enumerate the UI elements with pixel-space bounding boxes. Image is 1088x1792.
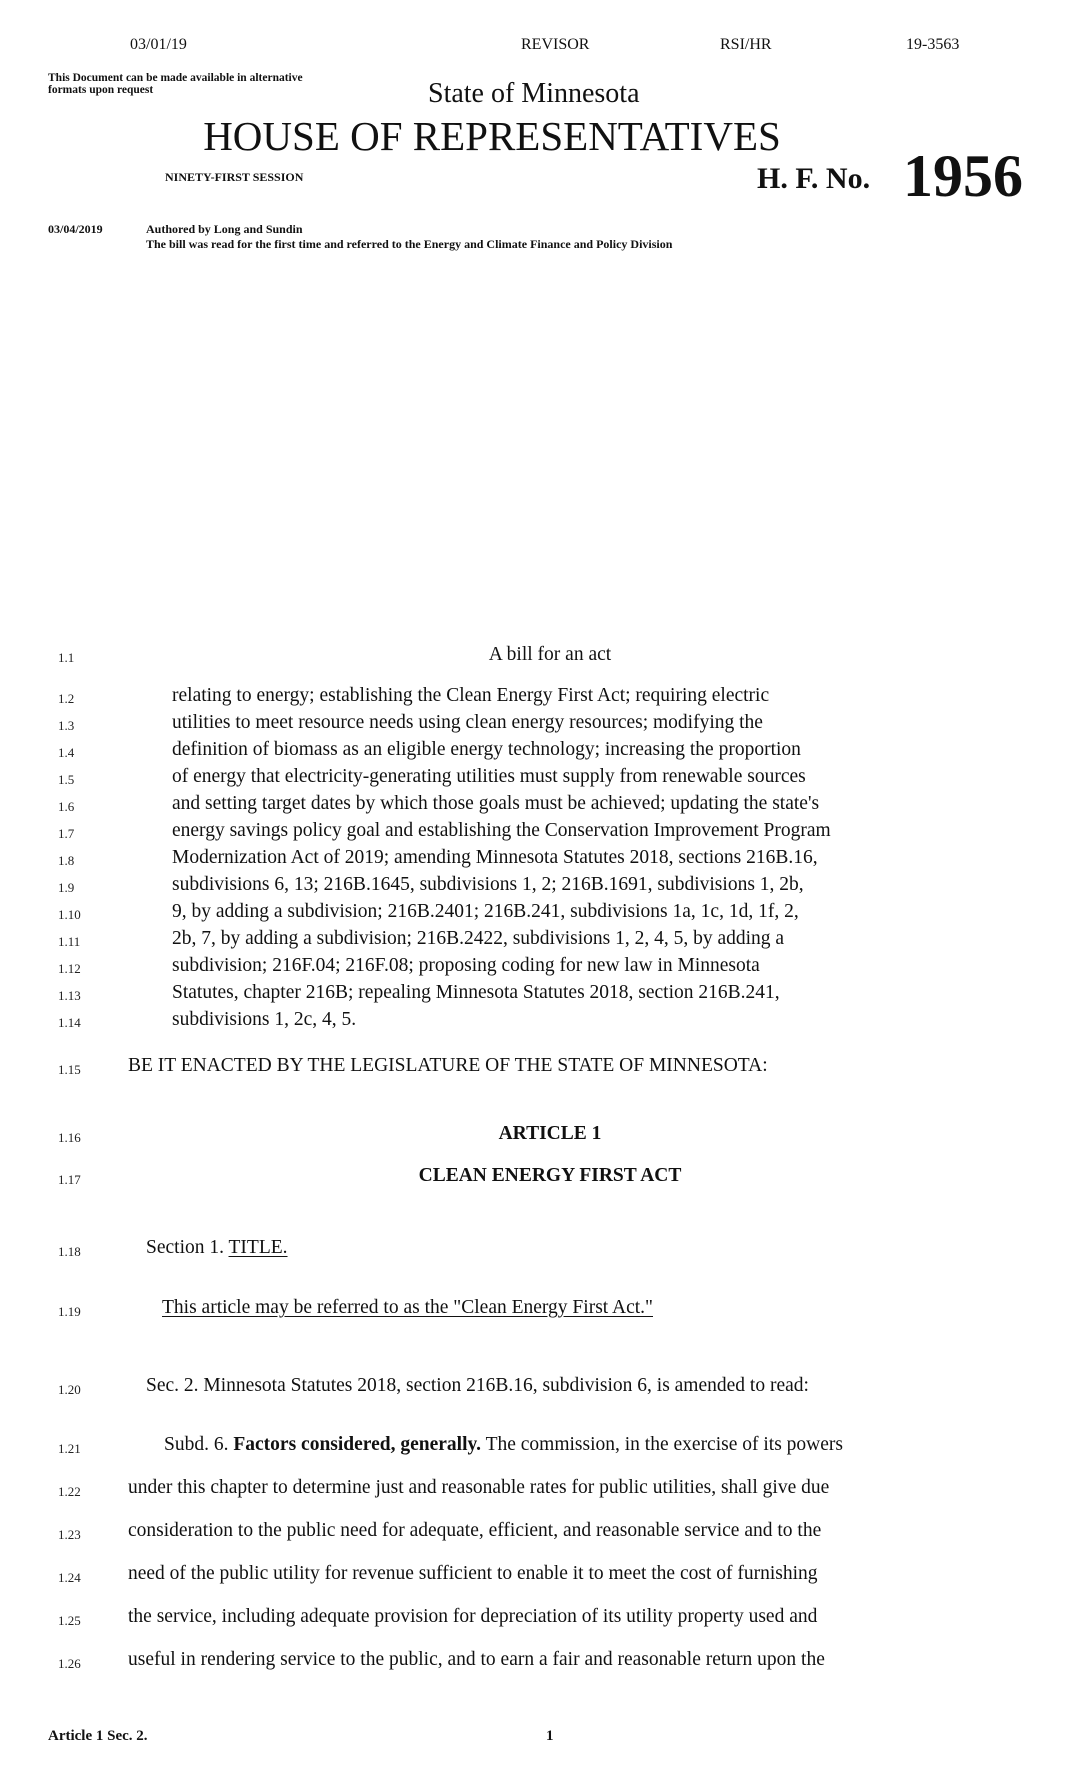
bill-number: 1956 bbox=[903, 143, 1023, 209]
line-number: 1.3 bbox=[58, 718, 75, 733]
accessibility-notice: This Document can be made available in alternative formats upon request bbox=[48, 72, 303, 96]
title-line: 2b, 7, by adding a subdivision; 216B.2422, subdivisions 1, 2, 4, 5, by adding a bbox=[172, 928, 785, 949]
line-number: 1.20 bbox=[58, 1382, 81, 1397]
line-number: 1.10 bbox=[58, 907, 81, 922]
section-number: Section 1. bbox=[146, 1237, 229, 1258]
line-number: 1.8 bbox=[58, 853, 75, 868]
line-number: 1.23 bbox=[58, 1527, 81, 1542]
subdivision-number: Subd. 6. bbox=[164, 1434, 234, 1455]
body-line: useful in rendering service to the public, and to earn a fair and reasonable return upon the bbox=[128, 1649, 825, 1670]
subdivision-text: The commission, in the exercise of its powers bbox=[481, 1434, 843, 1455]
line-number: 1.21 bbox=[58, 1441, 81, 1456]
line-number: 1.6 bbox=[58, 799, 75, 814]
bill-caption: A bill for an act bbox=[488, 644, 612, 665]
header-date: 03/01/19 bbox=[130, 36, 187, 53]
line-number: 1.14 bbox=[58, 1015, 81, 1030]
body-line: under this chapter to determine just and reasonable rates for public utilities, shall give due bbox=[128, 1477, 830, 1498]
line-number: 1.7 bbox=[58, 826, 75, 841]
body-line: need of the public utility for revenue sufficient to enable it to meet the cost of furnishing bbox=[128, 1563, 818, 1584]
introduction-date: 03/04/2019 bbox=[48, 222, 103, 236]
section-amendment-heading: Sec. 2. Minnesota Statutes 2018, section 216B.16, subdivision 6, is amended to read: bbox=[146, 1375, 809, 1396]
article-heading: ARTICLE 1 bbox=[498, 1123, 602, 1144]
line-number: 1.13 bbox=[58, 988, 81, 1003]
line-number: 1.22 bbox=[58, 1484, 81, 1499]
line-number: 1.9 bbox=[58, 880, 75, 895]
title-line: Statutes, chapter 216B; repealing Minnesota Statutes 2018, section 216B.241, bbox=[172, 982, 780, 1003]
bill-label: H. F. No. bbox=[757, 162, 871, 195]
title-line: subdivisions 6, 13; 216B.1645, subdivisions 1, 2; 216B.1691, subdivisions 1, 2b, bbox=[172, 874, 804, 895]
body-line: the service, including adequate provision for depreciation of its utility property used and bbox=[128, 1606, 818, 1627]
authors: Authored by Long and Sundin bbox=[146, 222, 303, 236]
state-name: State of Minnesota bbox=[428, 78, 640, 109]
line-number: 1.25 bbox=[58, 1613, 81, 1628]
body-line: consideration to the public need for adequate, efficient, and reasonable service and to the bbox=[128, 1520, 822, 1541]
session-label: NINETY-FIRST SESSION bbox=[165, 170, 304, 184]
line-number: 1.17 bbox=[58, 1172, 81, 1187]
page-number: 1 bbox=[546, 1728, 554, 1744]
title-line: relating to energy; establishing the Clean Energy First Act; requiring electric bbox=[172, 685, 770, 706]
section-text-underlined: This article may be referred to as the "Clean Energy First Act." bbox=[162, 1297, 653, 1318]
title-line: and setting target dates by which those goals must be achieved; updating the state's bbox=[172, 793, 820, 814]
title-line: Modernization Act of 2019; amending Minnesota Statutes 2018, sections 216B.16, bbox=[172, 847, 818, 868]
title-line: subdivision; 216F.04; 216F.08; proposing coding for new law in Minnesota bbox=[172, 955, 760, 976]
line-number: 1.4 bbox=[58, 745, 75, 760]
line-number: 1.15 bbox=[58, 1062, 81, 1077]
section-title: TITLE. bbox=[228, 1237, 288, 1258]
section-heading bbox=[146, 1237, 288, 1259]
title-line: of energy that electricity-generating utilities must supply from renewable sources bbox=[172, 766, 806, 787]
line-number: 1.16 bbox=[58, 1130, 81, 1145]
line-number: 1.24 bbox=[58, 1570, 81, 1585]
line-number: 1.19 bbox=[58, 1304, 81, 1319]
title-line: utilities to meet resource needs using clean energy resources; modifying the bbox=[172, 712, 763, 733]
referral: The bill was read for the first time and referred to the Energy and Climate Finance and Policy Division bbox=[146, 237, 673, 251]
header-doc-number: 19-3563 bbox=[906, 36, 960, 53]
footer-section: Article 1 Sec. 2. bbox=[48, 1728, 148, 1744]
line-number: 1.11 bbox=[58, 934, 81, 949]
line-number: 1.18 bbox=[58, 1244, 81, 1259]
introduction-info bbox=[146, 222, 672, 252]
article-title: CLEAN ENERGY FIRST ACT bbox=[418, 1165, 682, 1186]
line-number: 1.1 bbox=[58, 650, 75, 665]
enacting-clause: BE IT ENACTED BY THE LEGISLATURE OF THE STATE OF MINNESOTA: bbox=[128, 1055, 768, 1076]
subdivision-line bbox=[164, 1434, 843, 1456]
line-number: 1.2 bbox=[58, 691, 75, 706]
title-line: definition of biomass as an eligible energy technology; increasing the proportion bbox=[172, 739, 801, 760]
title-line: energy savings policy goal and establishing the Conservation Improvement Program bbox=[172, 820, 831, 841]
title-line: subdivisions 1, 2c, 4, 5. bbox=[172, 1009, 357, 1030]
title-line: 9, by adding a subdivision; 216B.2401; 216B.241, subdivisions 1a, 1c, 1d, 1f, 2, bbox=[172, 901, 799, 922]
line-number: 1.5 bbox=[58, 772, 75, 787]
line-number: 1.26 bbox=[58, 1656, 81, 1671]
line-number: 1.12 bbox=[58, 961, 81, 976]
subdivision-headnote: Factors considered, generally. bbox=[233, 1434, 482, 1455]
header-revisor: REVISOR bbox=[521, 36, 590, 53]
header-initials: RSI/HR bbox=[720, 36, 772, 53]
chamber-title-text: HOUSE OF REPRESENTATIVES bbox=[203, 113, 781, 159]
